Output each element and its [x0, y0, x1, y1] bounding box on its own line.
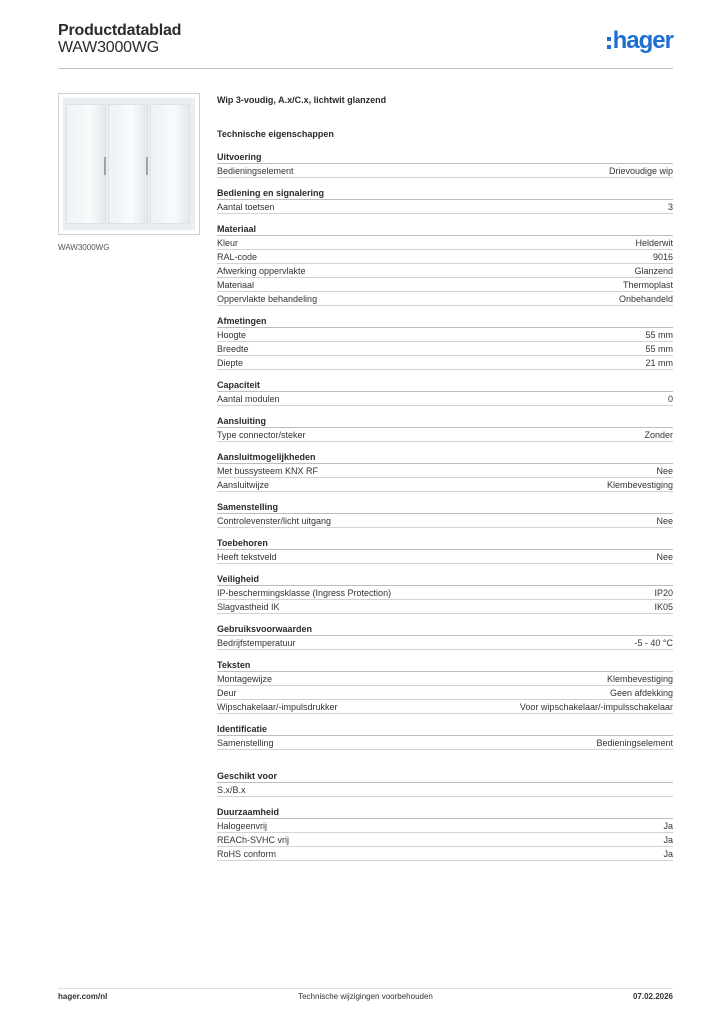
page-header	[58, 22, 673, 68]
property-row	[217, 672, 673, 686]
property-row	[217, 847, 673, 861]
property-label: Bedieningselement	[217, 166, 294, 176]
group-title: Uitvoering	[217, 151, 673, 164]
property-row	[217, 783, 673, 797]
rocker-left	[66, 104, 106, 224]
property-row	[217, 250, 673, 264]
property-group	[217, 723, 673, 750]
property-value: Klembevestiging	[606, 480, 673, 490]
property-value: IP20	[654, 588, 673, 598]
property-value: 21 mm	[645, 358, 673, 368]
property-value: Klembevestiging	[606, 674, 673, 684]
property-label: Halogeenvrij	[217, 821, 268, 831]
image-caption: WAW3000WG	[58, 243, 110, 252]
group-title: Materiaal	[217, 223, 673, 236]
property-row	[217, 514, 673, 528]
property-group	[217, 806, 673, 861]
property-row	[217, 686, 673, 700]
product-details	[217, 95, 673, 861]
property-row	[217, 478, 673, 492]
property-value: Geen afdekking	[609, 688, 673, 698]
group-title: Duurzaamheid	[217, 806, 673, 819]
footer-divider	[58, 988, 673, 989]
property-label: Breedte	[217, 344, 249, 354]
property-value: Thermoplast	[622, 280, 673, 290]
property-row	[217, 736, 673, 750]
property-row	[217, 464, 673, 478]
rocker-middle	[108, 104, 148, 224]
property-label: Oppervlakte behandeling	[217, 294, 318, 304]
group-title: Geschikt voor	[217, 770, 673, 783]
property-group	[217, 379, 673, 406]
property-label: Type connector/steker	[217, 430, 306, 440]
property-row	[217, 292, 673, 306]
document-title: Productdatablad	[58, 22, 182, 39]
property-row	[217, 164, 673, 178]
property-value: Bedieningselement	[596, 738, 673, 748]
property-label: Montagewijze	[217, 674, 273, 684]
property-row	[217, 700, 673, 714]
property-label: Met bussysteem KNX RF	[217, 466, 319, 476]
section-heading: Technische eigenschappen	[217, 129, 334, 139]
product-title: Wip 3-voudig, A.x/C.x, lichtwit glanzend	[217, 95, 387, 105]
property-row	[217, 600, 673, 614]
group-title: Toebehoren	[217, 537, 673, 550]
group-title: Afmetingen	[217, 315, 673, 328]
group-title: Capaciteit	[217, 379, 673, 392]
property-group	[217, 659, 673, 714]
property-value: Zonder	[644, 430, 673, 440]
property-row	[217, 550, 673, 564]
group-title: Aansluitmogelijkheden	[217, 451, 673, 464]
property-label: RAL-code	[217, 252, 258, 262]
property-group	[217, 573, 673, 614]
property-value: Nee	[656, 552, 673, 562]
property-label: Samenstelling	[217, 738, 274, 748]
property-group	[217, 223, 673, 306]
property-label: Diepte	[217, 358, 244, 368]
property-row	[217, 636, 673, 650]
page-footer	[58, 992, 673, 1006]
logo-text: hager	[612, 27, 673, 54]
property-row	[217, 278, 673, 292]
header-divider	[58, 68, 673, 69]
property-label: Aansluitwijze	[217, 480, 270, 490]
property-label: Controlevenster/licht uitgang	[217, 516, 332, 526]
property-label: Wipschakelaar/-impulsdrukker	[217, 702, 338, 712]
group-title: Identificatie	[217, 723, 673, 736]
footer-disclaimer: Technische wijzigingen voorbehouden	[298, 992, 433, 1001]
group-title: Aansluiting	[217, 415, 673, 428]
property-label: Kleur	[217, 238, 239, 248]
property-label: Afwerking oppervlakte	[217, 266, 306, 276]
property-row	[217, 342, 673, 356]
property-groups	[217, 151, 673, 861]
property-value: 55 mm	[645, 330, 673, 340]
group-title: Bediening en signalering	[217, 187, 673, 200]
hager-logo[interactable]	[607, 28, 673, 54]
property-value: Voor wipschakelaar/-impulsschakelaar	[519, 702, 673, 712]
logo-dots-icon	[607, 37, 611, 49]
group-title: Teksten	[217, 659, 673, 672]
property-group	[217, 187, 673, 214]
property-group	[217, 537, 673, 564]
rocker-right	[150, 104, 190, 224]
property-label: Deur	[217, 688, 237, 698]
property-row	[217, 392, 673, 406]
group-title: Veiligheid	[217, 573, 673, 586]
property-label: Materiaal	[217, 280, 255, 290]
property-value: Nee	[656, 466, 673, 476]
property-group	[217, 415, 673, 442]
property-row	[217, 356, 673, 370]
property-label: IP-beschermingsklasse (Ingress Protection)	[217, 588, 392, 598]
property-row	[217, 819, 673, 833]
property-value: Helderwit	[635, 238, 673, 248]
property-label: Slagvastheid IK	[217, 602, 280, 612]
footer-date: 07.02.2026	[632, 992, 673, 1001]
group-title: Samenstelling	[217, 501, 673, 514]
property-value: Ja	[663, 849, 673, 859]
property-row	[217, 200, 673, 214]
property-group	[217, 770, 673, 797]
property-group	[217, 151, 673, 178]
property-row	[217, 236, 673, 250]
property-value: Nee	[656, 516, 673, 526]
property-value: IK05	[654, 602, 673, 612]
property-group	[217, 315, 673, 370]
property-group	[217, 501, 673, 528]
property-group	[217, 623, 673, 650]
group-title: Gebruiksvoorwaarden	[217, 623, 673, 636]
property-row	[217, 833, 673, 847]
property-label: REACh-SVHC vrij	[217, 835, 290, 845]
property-label: Aantal modulen	[217, 394, 280, 404]
property-label: RoHS conform	[217, 849, 277, 859]
property-value: 55 mm	[645, 344, 673, 354]
property-row	[217, 264, 673, 278]
property-group	[217, 451, 673, 492]
property-label: Heeft tekstveld	[217, 552, 277, 562]
property-value: 9016	[652, 252, 673, 262]
footer-website-link[interactable]: hager.com/nl	[58, 992, 108, 1001]
property-row	[217, 328, 673, 342]
property-value: Ja	[663, 821, 673, 831]
property-value: 3	[667, 202, 673, 212]
property-value: Glanzend	[634, 266, 673, 276]
property-row	[217, 586, 673, 600]
product-image	[58, 93, 200, 235]
document-subtitle: WAW3000WG	[58, 39, 160, 56]
property-value: Drievoudige wip	[608, 166, 673, 176]
property-label: Hoogte	[217, 330, 247, 340]
property-label: Aantal toetsen	[217, 202, 275, 212]
property-row	[217, 428, 673, 442]
property-value: 0	[667, 394, 673, 404]
property-value: Onbehandeld	[618, 294, 673, 304]
property-value: -5 - 40 °C	[634, 638, 673, 648]
property-label: S.x/B.x	[217, 785, 246, 795]
property-label: Bedrijfstemperatuur	[217, 638, 296, 648]
property-value: Ja	[663, 835, 673, 845]
triple-rocker-switch-icon	[63, 98, 195, 230]
